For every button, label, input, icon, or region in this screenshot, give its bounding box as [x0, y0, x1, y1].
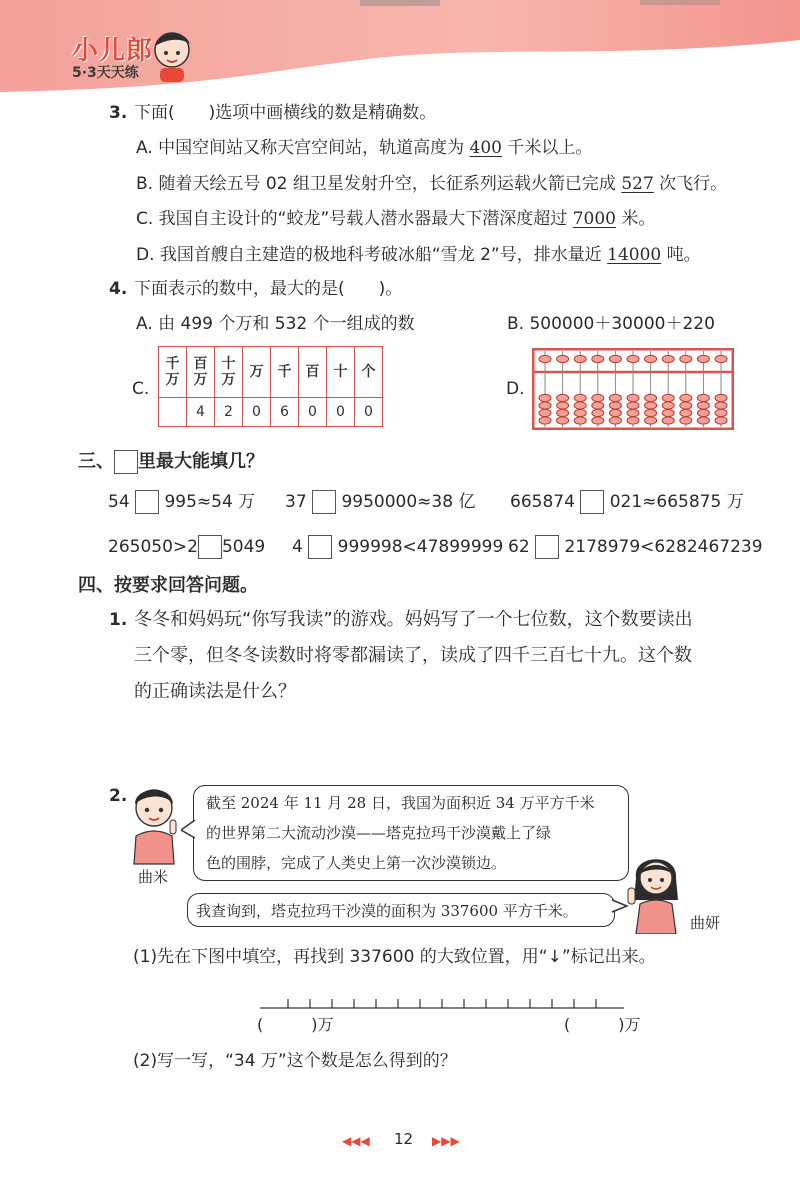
abacus-bead: [645, 409, 657, 416]
page-number: 12: [394, 1130, 414, 1148]
fill-item: 54 995≈54 万: [108, 492, 256, 512]
place-header: 十: [327, 347, 355, 398]
abacus-bead: [539, 394, 551, 401]
abacus-bead: [680, 394, 692, 401]
fill-item: 37 9950000≈38 亿: [285, 492, 476, 512]
bubble1-line3: 色的围脖，完成了人类史上第一次沙漠锁边。: [206, 854, 507, 872]
place-header: 百: [299, 347, 327, 398]
q3-c-number: 7000: [572, 209, 616, 229]
bubble1-line1: 截至 2024 年 11 月 28 日，我国为面积近 34 万平方千米: [206, 794, 595, 812]
abacus-bead: [645, 355, 657, 362]
abacus-diagram: [532, 348, 734, 430]
place-header: 千: [271, 347, 299, 398]
place-value: 2: [215, 398, 243, 427]
answer-box[interactable]: [580, 490, 604, 514]
abacus-bead: [662, 409, 674, 416]
abacus-bead: [715, 355, 727, 362]
answer-box[interactable]: [308, 535, 332, 559]
abacus-bead: [680, 355, 692, 362]
abacus-bead: [592, 394, 604, 401]
bubble1-line2: 的世界第二大流动沙漠——塔克拉玛干沙漠戴上了绿: [206, 824, 552, 842]
s4q1-line2: 三个零，但冬冬读数时将零都漏读了，读成了四千三百七十九。这个数: [134, 645, 692, 666]
abacus-bead: [697, 402, 709, 409]
footer-right-arrows: ▶▶▶: [432, 1134, 460, 1148]
place-header: 千万: [159, 347, 187, 398]
abacus-bead: [557, 417, 569, 424]
abacus-bead: [539, 402, 551, 409]
answer-box[interactable]: [535, 535, 559, 559]
abacus-bead: [697, 355, 709, 362]
abacus-bead: [645, 402, 657, 409]
abacus-bead: [645, 394, 657, 401]
abacus-bead: [592, 417, 604, 424]
abacus-bead: [662, 402, 674, 409]
place-value: 0: [299, 398, 327, 427]
place-header: 万: [243, 347, 271, 398]
fill-item: 4 999998<47899999: [292, 537, 504, 557]
q3-number: 3.: [109, 103, 128, 123]
bubble2-text: 我查询到，塔克拉玛干沙漠的面积为 337600 平方千米。: [196, 902, 578, 920]
number-line-right-blank[interactable]: ( )万: [564, 1015, 641, 1034]
q4-option-b: B. 500000＋30000＋220: [507, 314, 715, 334]
abacus-bead: [627, 402, 639, 409]
boy-character-icon: [126, 782, 184, 866]
s4q1-line1: 冬冬和妈妈玩“你写我读”的游戏。妈妈写了一个七位数，这个数要读出: [134, 609, 693, 630]
abacus-bead: [574, 417, 586, 424]
abacus-bead: [680, 409, 692, 416]
abacus-bead: [627, 394, 639, 401]
footer-left-arrows: ◀◀◀: [342, 1134, 370, 1148]
bubble-tail: [181, 820, 197, 840]
boy-name: 曲米: [138, 868, 169, 886]
q4-option-d-label: D.: [506, 379, 525, 399]
abacus-bead: [539, 355, 551, 362]
section4-title: 四、按要求回答问题。: [78, 575, 258, 596]
place-header: 个: [355, 347, 383, 398]
place-header: 百万: [187, 347, 215, 398]
abacus-bead: [557, 402, 569, 409]
abacus-bead: [715, 409, 727, 416]
abacus-bead: [627, 409, 639, 416]
abacus-bead: [557, 409, 569, 416]
abacus-bead: [627, 417, 639, 424]
answer-box[interactable]: [198, 535, 222, 559]
abacus-bead: [557, 394, 569, 401]
sub-question-1: (1)先在下图中填空，再找到 337600 的大致位置，用“↓”标记出来。: [133, 947, 656, 967]
sub-question-2: (2)写一写，“34 万”这个数是怎么得到的？: [133, 1051, 457, 1071]
abacus-bead: [609, 394, 621, 401]
place-header: 十万: [215, 347, 243, 398]
place-value: 0: [243, 398, 271, 427]
place-value-table: [158, 346, 383, 427]
fill-item: 265050>2 5049: [108, 537, 266, 557]
place-value: 0: [355, 398, 383, 427]
logo-title: 小儿郎: [72, 36, 154, 66]
place-value: 4: [187, 398, 215, 427]
answer-box[interactable]: [135, 490, 159, 514]
abacus-bead: [592, 409, 604, 416]
abacus-bead: [539, 417, 551, 424]
q3-a-number: 400: [469, 138, 502, 158]
fill-item: 62 2178979<6282467239: [508, 537, 763, 557]
blank-box-icon: [114, 450, 138, 474]
abacus-bead: [557, 355, 569, 362]
place-value: 0: [327, 398, 355, 427]
place-value: 6: [271, 398, 299, 427]
abacus-bead: [680, 402, 692, 409]
abacus-bead: [662, 417, 674, 424]
number-line-left-blank[interactable]: ( )万: [257, 1015, 334, 1034]
abacus-bead: [662, 355, 674, 362]
abacus-bead: [697, 394, 709, 401]
abacus-bead: [697, 417, 709, 424]
q3-b-number: 527: [621, 174, 654, 194]
abacus-bead: [715, 417, 727, 424]
place-value: [159, 398, 187, 427]
abacus-bead: [609, 409, 621, 416]
abacus-bead: [662, 394, 674, 401]
q3-option-a: A. 中国空间站又称天宫空间站，轨道高度为 400 千米以上。: [136, 138, 593, 158]
girl-name: 曲妍: [690, 914, 721, 932]
girl-character-icon: [626, 848, 686, 934]
abacus-bead: [715, 402, 727, 409]
abacus-bead: [609, 417, 621, 424]
number-line: [258, 994, 628, 1016]
abacus-bead: [592, 355, 604, 362]
abacus-bead: [609, 355, 621, 362]
q4-stem: 下面表示的数中，最大的是( )。: [134, 279, 403, 299]
abacus-bead: [627, 355, 639, 362]
q3-option-b: B. 随着天绘五号 02 组卫星发射升空，长征系列运载火箭已完成 527 次飞行。: [136, 174, 728, 194]
q3-stem: 下面( )选项中画横线的数是精确数。: [134, 103, 437, 123]
q3-option-c: C. 我国自主设计的“蛟龙”号载人潜水器最大下潜深度超过 7000 米。: [136, 209, 656, 229]
fill-item: 665874 021≈665875 万: [510, 492, 744, 512]
q4-option-a: A. 由 499 个万和 532 个一组成的数: [136, 314, 415, 334]
q4-option-c-label: C.: [132, 379, 150, 399]
abacus-bead: [574, 402, 586, 409]
logo-subtitle: 5·3天天练: [72, 65, 139, 81]
q3-option-d: D. 我国首艘自主建造的极地科考破冰船“雪龙 2”号，排水量近 14000 吨。: [136, 245, 701, 265]
abacus-bead: [715, 394, 727, 401]
abacus-bead: [574, 394, 586, 401]
abacus-bead: [574, 409, 586, 416]
q4-number: 4.: [109, 279, 128, 299]
abacus-bead: [697, 409, 709, 416]
abacus-bead: [645, 417, 657, 424]
s4q1-number: 1.: [109, 610, 128, 630]
q3-d-number: 14000: [607, 245, 662, 265]
s4q1-line3: 的正确读法是什么？: [134, 681, 296, 702]
abacus-bead: [574, 355, 586, 362]
section3-title: 三、 里最大能填几？: [78, 451, 264, 472]
answer-box[interactable]: [312, 490, 336, 514]
abacus-bead: [592, 402, 604, 409]
abacus-bead: [680, 417, 692, 424]
mascot-icon: [148, 26, 196, 84]
abacus-bead: [609, 402, 621, 409]
abacus-bead: [539, 409, 551, 416]
s4q2-number: 2.: [109, 786, 128, 806]
